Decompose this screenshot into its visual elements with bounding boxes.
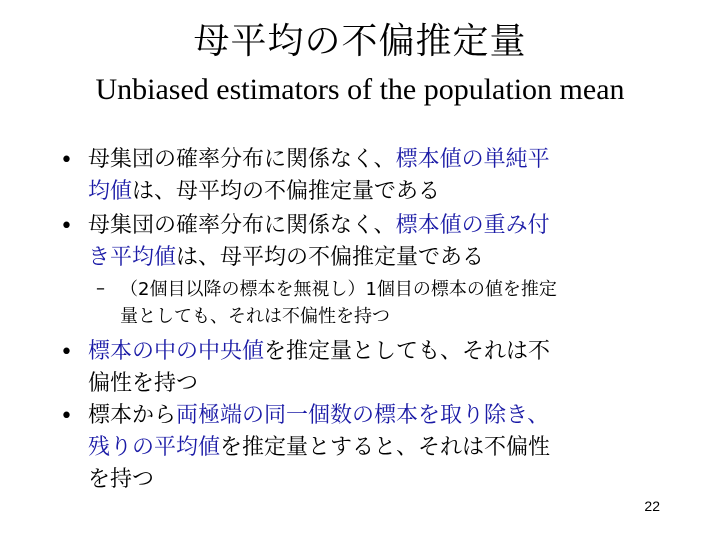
bullet-2-text [88, 210, 668, 274]
bullet-marker: • [60, 340, 73, 365]
bullet-1-line-2-highlight: 均値 [88, 179, 133, 204]
bullet-4-line-2-highlight: 残りの平均値 [88, 435, 221, 460]
bullet-3-line-1-plain: を推定量としても、それは不 [264, 339, 551, 364]
bullet-4-line-1 [88, 400, 668, 432]
bullet-marker: • [60, 404, 73, 429]
slide-subtitle: Unbiased estimators of the population mean [95, 73, 625, 106]
sub-bullet-line-2: 量としても、それは不偏性を持つ [120, 306, 390, 327]
bullet-4-line-3: を持つ [88, 467, 155, 492]
bullet-4-line-1-plain: 標本から [88, 403, 177, 428]
bullet-3-line-1-highlight: 標本の中の中央値 [88, 339, 265, 364]
bullet-1-line-2-plain: は、母平均の不偏推定量である [132, 179, 441, 204]
bullet-2-line-1-plain: 母集団の確率分布に関係なく、 [88, 213, 396, 238]
bullet-4-line-1-highlight: 両極端の同一個数の標本を取り除き、 [176, 403, 550, 428]
bullet-1-text [88, 144, 668, 208]
bullet-marker: • [60, 214, 73, 239]
sub-bullet-line-1: （2個目以降の標本を無視し）1個目の標本の値を推定 [120, 279, 557, 300]
bullet-2-line-2-plain: は、母平均の不偏推定量である [176, 245, 485, 270]
bullet-4-line-2-plain: を推定量とすると、それは不偏性 [220, 435, 551, 460]
bullet-3-line-2: 偏性を持つ [88, 371, 199, 396]
bullet-3-text [88, 336, 668, 400]
bullet-3-line-1 [88, 336, 668, 368]
bullet-4-text [88, 400, 668, 496]
bullet-2-line-2 [88, 242, 668, 274]
bullet-marker: • [60, 148, 73, 173]
slide-title: 母平均の不偏推定量 [193, 21, 527, 62]
sub-bullet-dash: – [96, 278, 105, 299]
bullet-1-line-2 [88, 176, 668, 208]
bullet-1-line-1-plain: 母集団の確率分布に関係なく、 [88, 147, 396, 172]
bullet-2-line-1 [88, 210, 668, 242]
bullet-4-line-2 [88, 432, 668, 464]
sub-bullet-text [120, 276, 557, 330]
page-number: 22 [644, 498, 660, 514]
bullet-2-line-2-highlight: き平均値 [88, 245, 177, 270]
bullet-1-line-1-highlight: 標本値の単純平 [395, 147, 550, 172]
bullet-1-line-1 [88, 144, 668, 176]
bullet-2-line-1-highlight: 標本値の重み付 [395, 213, 550, 238]
